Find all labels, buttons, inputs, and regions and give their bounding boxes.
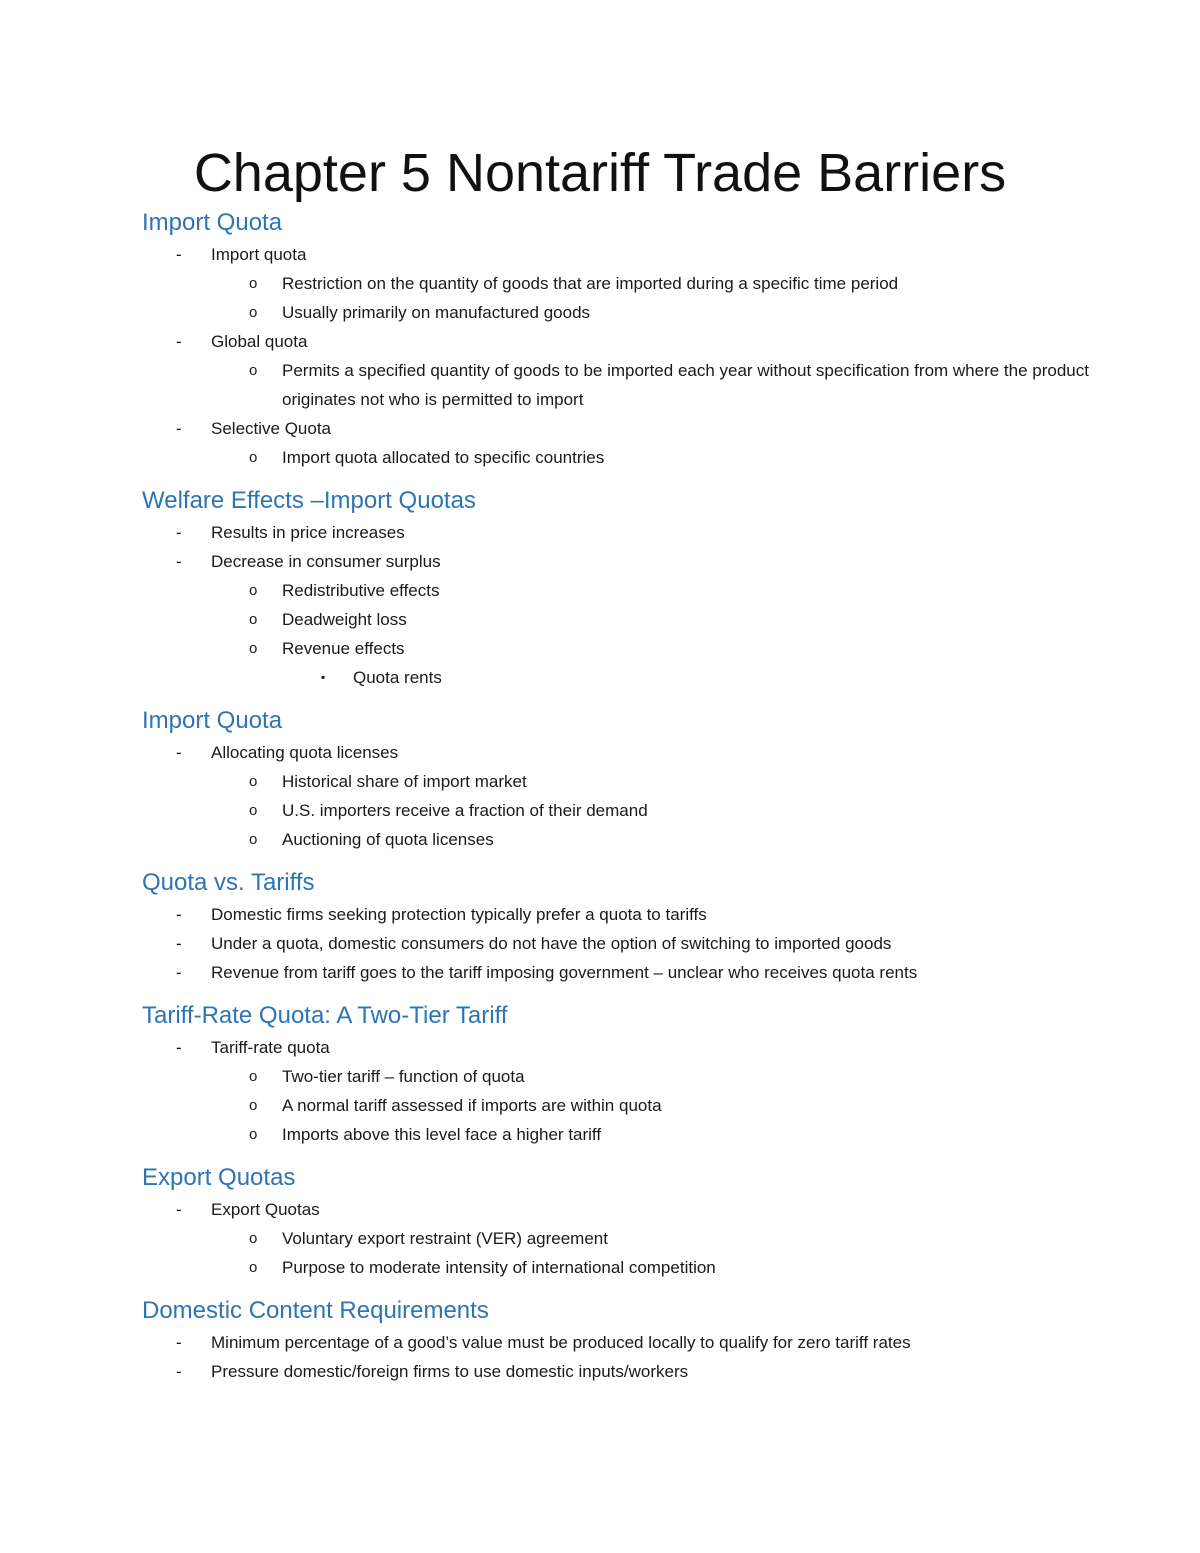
list-item-text: A normal tariff assessed if imports are within quota xyxy=(282,1096,662,1115)
list-item-text: Redistributive effects xyxy=(282,581,440,600)
list-item-text: Selective Quota xyxy=(211,419,332,438)
list-item-text: Domestic firms seeking protection typically prefer a quota to tariffs xyxy=(211,905,707,924)
page-title: Chapter 5 Nontariff Trade Barriers xyxy=(193,143,1007,203)
section-heading: Domestic Content Requirements xyxy=(142,1297,489,1324)
bullet-list-level-2 xyxy=(142,1062,1142,1149)
list-item xyxy=(142,605,1142,634)
circle-bullet-icon: o xyxy=(249,449,258,466)
dash-bullet-icon: - xyxy=(176,743,182,762)
square-bullet-icon: ▪ xyxy=(321,670,326,684)
circle-bullet-icon: o xyxy=(249,831,258,848)
section xyxy=(142,704,1142,854)
section xyxy=(142,1161,1142,1282)
section-heading: Quota vs. Tariffs xyxy=(142,869,315,896)
dash-bullet-icon: - xyxy=(176,419,182,438)
circle-bullet-icon: o xyxy=(249,640,258,657)
list-item-text: Decrease in consumer surplus xyxy=(211,552,441,571)
list-item-text: Under a quota, domestic consumers do not have the option of switching to imported goods xyxy=(211,934,892,953)
bullet-list-level-1 xyxy=(142,1328,1142,1386)
bullet-list-level-1 xyxy=(142,240,1142,472)
dash-bullet-icon: - xyxy=(176,1362,182,1381)
list-item xyxy=(142,958,1142,987)
circle-bullet-icon: o xyxy=(249,611,258,628)
list-item xyxy=(142,518,1142,547)
bullet-list-level-1 xyxy=(142,900,1142,987)
list-item xyxy=(142,1195,1142,1282)
section xyxy=(142,999,1142,1149)
list-item-text: Historical share of import market xyxy=(282,772,527,791)
circle-bullet-icon: o xyxy=(249,1126,258,1143)
dash-bullet-icon: - xyxy=(176,934,182,953)
dash-bullet-icon: - xyxy=(176,552,182,571)
list-item-text: Usually primarily on manufactured goods xyxy=(282,303,591,322)
section-heading: Welfare Effects –Import Quotas xyxy=(142,487,476,514)
list-item-text: Global quota xyxy=(211,332,308,351)
section-heading: Import Quota xyxy=(142,707,283,734)
bullet-list-level-1 xyxy=(142,1195,1142,1282)
circle-bullet-icon: o xyxy=(249,773,258,790)
section xyxy=(142,484,1142,692)
list-item-text: Quota rents xyxy=(353,668,442,687)
circle-bullet-icon: o xyxy=(249,1259,258,1276)
list-item-text: Purpose to moderate intensity of international competition xyxy=(282,1258,716,1277)
circle-bullet-icon: o xyxy=(249,275,258,292)
bullet-list-level-1 xyxy=(142,1033,1142,1149)
dash-bullet-icon: - xyxy=(176,1333,182,1352)
list-item xyxy=(142,269,1142,298)
list-item-text: Allocating quota licenses xyxy=(211,743,399,762)
section-heading: Import Quota xyxy=(142,209,283,236)
list-item xyxy=(142,547,1142,692)
circle-bullet-icon: o xyxy=(249,1097,258,1114)
dash-bullet-icon: - xyxy=(176,1038,182,1057)
dash-bullet-icon: - xyxy=(176,905,182,924)
dash-bullet-icon: - xyxy=(176,963,182,982)
list-item-text: Results in price increases xyxy=(211,523,405,542)
list-item xyxy=(142,663,1142,692)
list-item xyxy=(142,929,1142,958)
list-item-text: Two-tier tariff – function of quota xyxy=(282,1067,525,1086)
list-item-text: Imports above this level face a higher tariff xyxy=(282,1125,602,1144)
list-item-text: Permits a specified quantity of goods to be imported each year without specification from where the product originates not who is permitted to import xyxy=(282,361,1089,409)
list-item xyxy=(142,825,1142,854)
bullet-list-level-1 xyxy=(142,518,1142,692)
list-item-text: Import quota xyxy=(211,245,307,264)
bullet-list-level-2 xyxy=(142,1224,1142,1282)
list-item xyxy=(142,356,1142,414)
list-item xyxy=(142,576,1142,605)
circle-bullet-icon: o xyxy=(249,1068,258,1085)
bullet-list-level-2 xyxy=(142,356,1142,414)
list-item xyxy=(142,1120,1142,1149)
circle-bullet-icon: o xyxy=(249,802,258,819)
section xyxy=(142,866,1142,987)
circle-bullet-icon: o xyxy=(249,304,258,321)
list-item-text: Revenue from tariff goes to the tariff imposing government – unclear who receives quota rents xyxy=(211,963,918,982)
list-item xyxy=(142,1357,1142,1386)
dash-bullet-icon: - xyxy=(176,332,182,351)
circle-bullet-icon: o xyxy=(249,1230,258,1247)
list-item-text: Deadweight loss xyxy=(282,610,407,629)
circle-bullet-icon: o xyxy=(249,582,258,599)
list-item xyxy=(142,1224,1142,1253)
list-item-text: Export Quotas xyxy=(211,1200,320,1219)
list-item xyxy=(142,738,1142,854)
section-heading: Export Quotas xyxy=(142,1164,296,1191)
list-item xyxy=(142,327,1142,414)
list-item xyxy=(142,767,1142,796)
dash-bullet-icon: - xyxy=(176,245,182,264)
list-item xyxy=(142,1062,1142,1091)
list-item xyxy=(142,1328,1142,1357)
list-item-text: Revenue effects xyxy=(282,639,405,658)
list-item xyxy=(142,634,1142,692)
list-item xyxy=(142,1253,1142,1282)
dash-bullet-icon: - xyxy=(176,1200,182,1219)
bullet-list-level-2 xyxy=(142,269,1142,327)
bullet-list-level-1 xyxy=(142,738,1142,854)
list-item-text: Auctioning of quota licenses xyxy=(282,830,494,849)
list-item xyxy=(142,298,1142,327)
list-item-text: Voluntary export restraint (VER) agreement xyxy=(282,1229,608,1248)
document-body xyxy=(142,206,1142,1386)
dash-bullet-icon: - xyxy=(176,523,182,542)
circle-bullet-icon: o xyxy=(249,362,258,379)
list-item-text: Pressure domestic/foreign firms to use domestic inputs/workers xyxy=(211,1362,689,1381)
bullet-list-level-2 xyxy=(142,576,1142,692)
list-item-text: Restriction on the quantity of goods that are imported during a specific time period xyxy=(282,274,899,293)
section xyxy=(142,1294,1142,1386)
list-item-text: Import quota allocated to specific countries xyxy=(282,448,605,467)
list-item xyxy=(142,1033,1142,1149)
list-item xyxy=(142,443,1142,472)
section xyxy=(142,206,1142,472)
list-item xyxy=(142,900,1142,929)
bullet-list-level-2 xyxy=(142,767,1142,854)
bullet-list-level-2 xyxy=(142,443,1142,472)
list-item-text: Minimum percentage of a good’s value must be produced locally to qualify for zero tariff rates xyxy=(211,1333,911,1352)
list-item xyxy=(142,796,1142,825)
list-item xyxy=(142,1091,1142,1120)
list-item-text: Tariff-rate quota xyxy=(211,1038,330,1057)
section-heading: Tariff-Rate Quota: A Two-Tier Tariff xyxy=(142,1002,508,1029)
list-item-text: U.S. importers receive a fraction of their demand xyxy=(282,801,648,820)
list-item xyxy=(142,414,1142,472)
list-item xyxy=(142,240,1142,327)
bullet-list-level-3 xyxy=(142,663,1142,692)
